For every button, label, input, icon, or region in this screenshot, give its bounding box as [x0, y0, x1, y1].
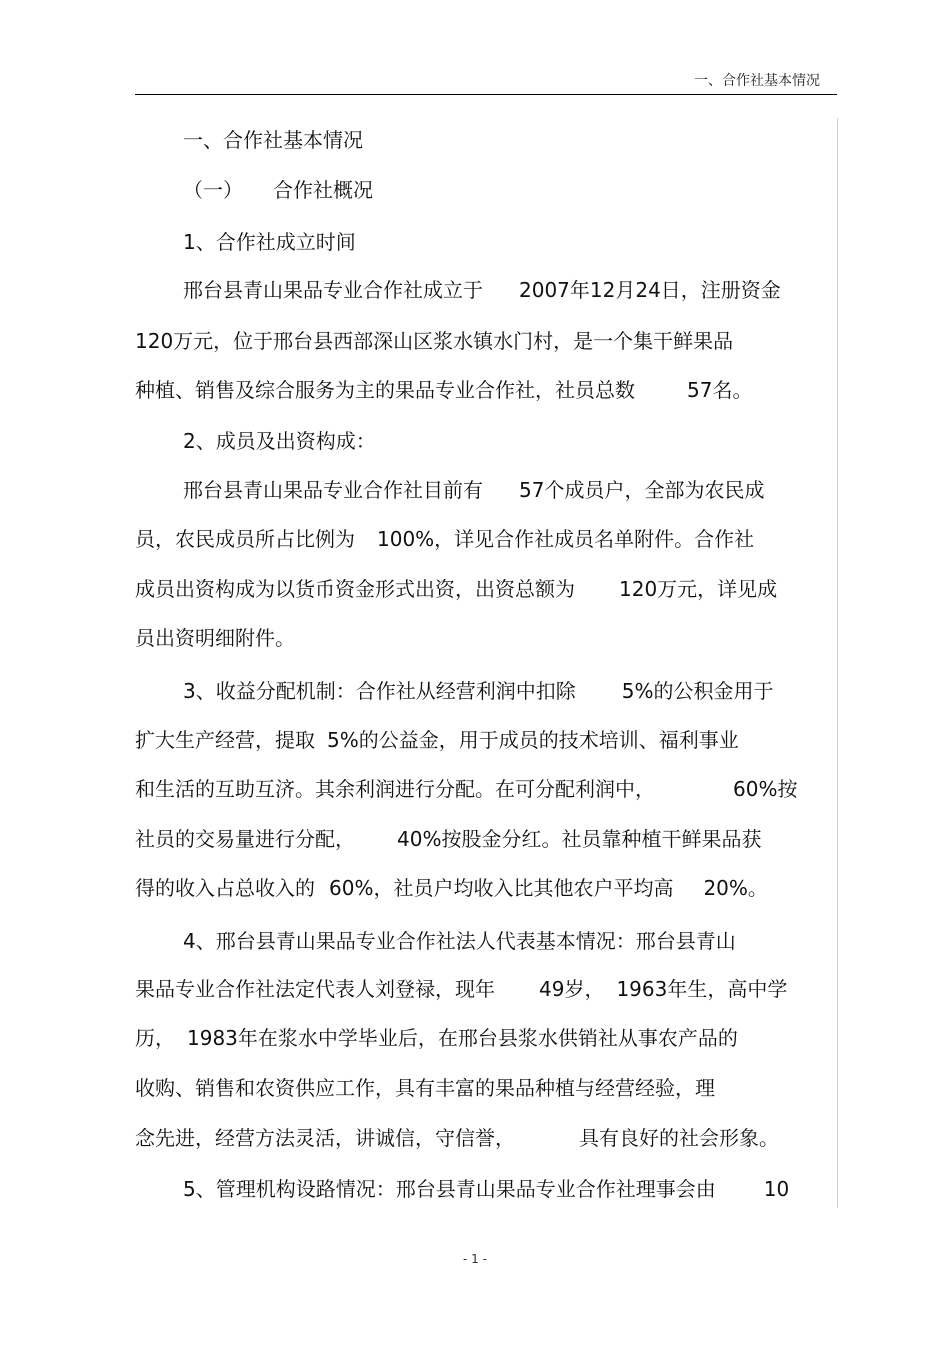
text-segment: 种植、销售及综合服务为主的果品专业合作社，社员总数: [135, 378, 635, 402]
text-segment: 4、邢台县青山果品专业合作社法人代表基本情况：邢台县青山: [183, 929, 736, 953]
text-line-heading-2: [183, 177, 837, 203]
side-rule: [837, 118, 838, 1208]
text-segment: 120万元，位于邢台县西部深山区浆水镇水门村，是一个集干鲜果品: [135, 329, 734, 353]
text-line-p2-l1: [183, 477, 837, 503]
text-segment: 收购、销售和农资供应工作，具有丰富的果品种植与经营经验，理: [135, 1076, 715, 1100]
text-segment: 合作社概况: [273, 178, 373, 202]
text-segment: 3、收益分配机制：合作社从经营利润中扣除: [183, 679, 576, 703]
text-line-heading-1: [183, 127, 837, 153]
text-line-p2-l4: [135, 625, 837, 651]
text-line-p4-l3: [135, 1025, 837, 1051]
text-segment: 60%，社员户均收入比其他农户平均高: [329, 876, 674, 900]
text-segment: 10: [763, 1177, 790, 1201]
text-line-p3-l2: [135, 727, 837, 753]
text-segment: 5、管理机构设路情况：邢台县青山果品专业合作社理事会由: [183, 1177, 716, 1201]
text-segment: 邢台县青山果品专业合作社目前有: [183, 478, 483, 502]
text-segment: （一）: [183, 178, 243, 202]
text-line-p4-l1: [183, 928, 837, 954]
text-segment: 2007年12月24日，注册资金: [519, 278, 781, 302]
text-line-p2-l2: [135, 526, 837, 552]
text-line-p4-l2: [135, 976, 837, 1002]
text-line-p3-l5: [135, 875, 837, 901]
text-segment: 和生活的互助互济。其余利润进行分配。在可分配利润中，: [135, 777, 655, 801]
text-segment: 邢台县青山果品专业合作社成立于: [183, 278, 483, 302]
running-header: 一、合作社基本情况: [694, 73, 820, 89]
text-segment: 100%，详见合作社成员名单附件。合作社: [377, 527, 755, 551]
text-line-p4-l5: [135, 1125, 837, 1151]
text-line-p3-l3: [135, 776, 837, 802]
text-segment: 20%。: [703, 876, 768, 900]
header-rule: [135, 94, 837, 95]
text-segment: 具有良好的社会形象。: [579, 1126, 779, 1150]
text-line-p1-l1: [183, 277, 837, 303]
text-segment: 念先进，经营方法灵活，讲诚信，守信誉，: [135, 1126, 515, 1150]
text-line-p3-l4: [135, 826, 837, 852]
text-segment: 40%按股金分红。社员靠种植干鲜果品获: [397, 827, 762, 851]
text-segment: 57名。: [687, 378, 753, 402]
text-segment: 1963年生，高中学: [616, 977, 788, 1001]
text-segment: 社员的交易量进行分配，: [135, 827, 355, 851]
text-segment: 5%的公益金，用于成员的技术培训、福利事业: [327, 728, 739, 752]
text-segment: 得的收入占总收入的: [135, 876, 315, 900]
text-line-heading-3: [183, 229, 837, 255]
text-segment: 果品专业合作社法定代表人刘登禄，现年: [135, 977, 495, 1001]
text-segment: 1、合作社成立时间: [183, 230, 356, 254]
text-segment: 一、合作社基本情况: [183, 128, 363, 152]
text-segment: 5%的公积金用于: [621, 679, 774, 703]
text-line-p1-l3: [135, 377, 837, 403]
text-segment: 120万元，详见成: [619, 577, 778, 601]
text-segment: 扩大生产经营，提取: [135, 728, 315, 752]
text-segment: 57个成员户，全部为农民成: [519, 478, 765, 502]
text-line-p3-l1: [183, 678, 837, 704]
text-line-p4-l4: [135, 1075, 837, 1101]
text-segment: 员，农民成员所占比例为: [135, 527, 355, 551]
text-line-heading-4: [183, 428, 837, 454]
text-segment: 员出资明细附件。: [135, 626, 295, 650]
page-number: - 1 -: [463, 1252, 487, 1266]
text-line-p1-l2: [135, 328, 837, 354]
text-line-p5-l1: [183, 1176, 837, 1202]
text-segment: 60%按: [733, 777, 798, 801]
text-segment: 49岁，: [539, 977, 605, 1001]
text-segment: 成员出资构成为以货币资金形式出资，出资总额为: [135, 577, 575, 601]
text-line-p2-l3: [135, 576, 837, 602]
text-segment: 1983年在浆水中学毕业后，在邢台县浆水供销社从事农产品的: [187, 1026, 738, 1050]
text-segment: 2、成员及出资构成：: [183, 429, 376, 453]
text-segment: 历，: [135, 1026, 175, 1050]
